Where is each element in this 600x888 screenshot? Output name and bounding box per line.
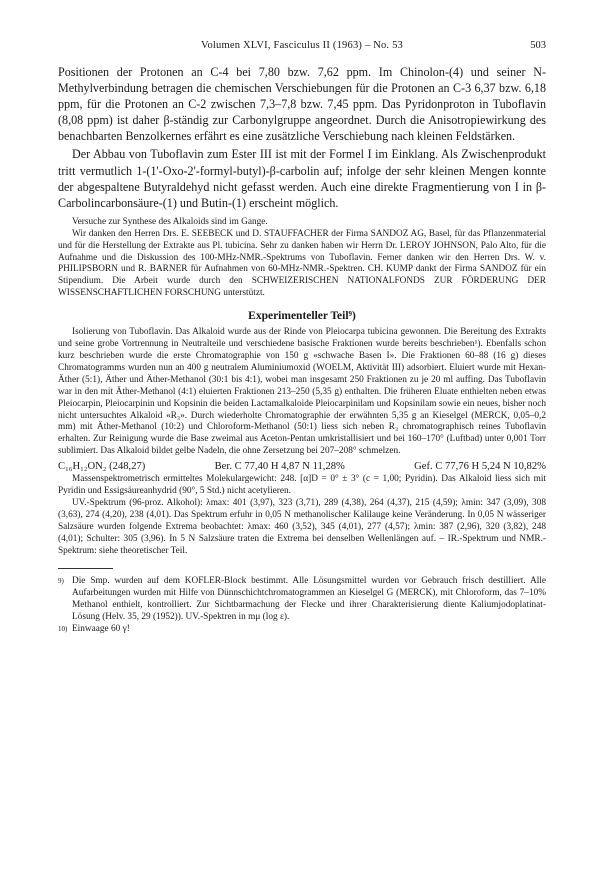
experimental-paragraph: Massenspektrometrisch ermitteltes Molekulargewicht: 248. [α]D = 0° ± 3° (c = 1,00; Pyridin). Das Alkaloid liess sich mit Pyridin und Essigsäureanhydrid (90°, 5 Std.) nicht acetylieren. [58, 474, 546, 496]
footnote [58, 575, 546, 623]
body-paragraph: Positionen der Protonen an C-4 bei 7,80 bzw. 7,62 ppm. Im Chinolon-(4) und seiner N-Methylverbindung betragen die chemischen Verschiebungen für die Protonen an C-3 6,37 bzw. 6,18 ppm, für die Protonen an C-2 zwischen 7,3–7,8 bzw. 7,45 ppm. Das Pyridonproton in Tuboflavin (8,08 ppm) ist daher β-ständig zur Carbonylgruppe angeordnet. Durch die Anisotropiewirkung des benachbarten Benzolkernes erfährt es eine zusätzliche Verschiebung nach kleinen Feldstärken. [58, 65, 546, 144]
calculated-values: Ber. C 77,40 H 4,87 N 11,28% [214, 461, 345, 473]
body-paragraph: Der Abbau von Tuboflavin zum Ester III ist mit der Formel I im Einklang. Als Zwischenprodukt tritt vermutlich 1-(1'-Oxo-2'-formyl-butyl)-β-carbolin auf; infolge der sehr kleinen Mengen konnte der abgespaltene Butyraldehyd nicht gefasst werden. Auch eine direkte Fragmentierung von I in β-Carbolincarbonsäure-(1) und Butin-(1) erscheint möglich. [58, 147, 546, 210]
ack-paragraph: Versuche zur Synthese des Alkaloids sind im Gange. [72, 216, 268, 227]
experimental-paragraph: UV.-Spektrum (96-proz. Alkohol): λmax: 401 (3,97), 323 (3,71), 289 (4,38), 264 (4,37), 215 (4,59); λmin: 347 (3,09), 308 (3,63), 274 (4,20), 238 (4,01). Das Spektrum erfuhr in 0,05 N methanolischer Kalilauge keine Veränderung. In 0,05 N wässeriger Salzsäure wurden folgende Extrema beobachtet: λmax: 460 (3,52), 345 (4,01), 277 (4,57); λmin: 387 (2,96), 320 (3,82), 248 (4,01); Schulter: 305 (3,96). In 5 N Salzsäure traten die Extrema bei denselben Wellenlängen auf. – IR.-Spektrum und NMR.-Spektrum: siehe theoretischer Teil. [58, 497, 546, 556]
footnote-text: Die Smp. wurden auf dem KOFLER-Block bestimmt. Alle Lösungsmittel wurden vor Gebrauch frisch destilliert. Alle Aufarbeitungen wurden mit Hilfe von Dünnschichtchromatogrammen an Kieselgel G (MERCK), mit Chloroform, das 7–10% Methanol enthielt, kontrolliert. Zur Sichtbarmachung der Flecke und ihrer Charakterisierung diente Kaliumjodoplatinat-Lösung (Helv. 35, 29 (1952)). UV.-Spektren in mμ (log ε). [72, 576, 546, 623]
page-header [58, 40, 546, 58]
footnote-mark: 9) [58, 577, 64, 586]
elemental-analysis [58, 461, 546, 473]
acknowledgements [58, 217, 546, 300]
experimental-section [58, 327, 546, 557]
found-values: Gef. C 77,76 H 5,24 N 10,82% [414, 461, 546, 473]
section-title: Experimenteller Teil⁹) [248, 310, 356, 323]
footnote-divider [58, 568, 113, 569]
journal-page [58, 40, 546, 635]
molecular-formula: C₁₆H₁₂ON₂ (248,27) [58, 461, 146, 473]
footnote-mark: 10) [58, 625, 68, 634]
footnotes [58, 575, 546, 635]
footnote [58, 623, 546, 635]
page-number: 503 [530, 40, 546, 51]
running-head: Volumen XLVI, Fasciculus II (1963) – No. 53 [201, 40, 403, 51]
experimental-paragraph: Isolierung von Tuboflavin. Das Alkaloid wurde aus der Rinde von Pleiocarpa tubicina gewonnen. Die Bereitung des Extrakts und seine grobe Vortrennung in Neutralteile und verschiedene basische Fraktionen wurde bereits beschrieben¹). Ebenfalls schon kurz beschrieben wurde die erste Chromatographie von 150 g «schwache Basen I». Die Fraktionen 60–88 (16 g) dieses Chromatogramms wurden nun an 400 g neutralem Aluminiumoxid (WOELM, Aktivität III) adsorbiert. Eluiert wurde mit Hexan-Äther (5:1), Äther und Äther-Methanol (30:1 bis 4:1), wobei man insgesamt 250 Fraktionen zu je 20 ml auffing. Das Tuboflavin war in den mit Äther-Methanol (4:1) eluierten Fraktionen 213–250 (5,35 g) enthalten. Die früheren Eluate enthielten neben etwas Pleiocarpin, Pleiocarpinin und Kopsinin die beiden Lactamalkaloide Pleiocarpinilam und Kopsinilam sowie ein neues, bisher noch nicht untersuchtes Alkaloid «R₃». Durch wiederholte Chromatographie der erwähnten 5,35 g an Kieselgel (MERCK, 0,05–0,2 mm) mit Äther-Methanol (10:2) und Chloroform-Methanol (50:1) liess sich neben R₃ chromatographisch reines Tuboflavin erhalten. Zur Reinigung wurde die Base zweimal aus Aceton-Pentan umkristallisiert und bei 160–170° (Luftbad) unter 0,001 Torr sublimiert. Das Alkaloid bildet gelbe Nadeln, die ohne Zersetzung bei 207–208° schmelzen. [58, 327, 546, 457]
ack-paragraph: Wir danken den Herren Drs. E. SEEBECK und D. STAUFFACHER der Firma SANDOZ AG, Basel, für das Pflanzenmaterial und für die Herstellung der Extrakte aus Pl. tubicina. Sehr zu danken haben wir Herrn Dr. LEROY JOHNSON, Palo Alto, für die Aufnahme und die Diskussion des 100-MHz-NMR.-Spektrums von Tuboflavin. Ferner danken wir den Herren Drs. W. v. PHILIPSBORN und R. BARNER für Aufnahmen von 60-MHz-NMR.-Spektren. CH. KUMP dankt der Firma SANDOZ für ein Stipendium. Die Arbeit wurde durch den SCHWEIZERISCHEN NATIONALFONDS ZUR FÖRDERUNG DER WISSENSCHAFTLICHEN FORSCHUNG unterstützt. [58, 228, 546, 299]
intro-section [58, 64, 546, 211]
footnote-text: Einwaage 60 γ! [72, 624, 130, 635]
